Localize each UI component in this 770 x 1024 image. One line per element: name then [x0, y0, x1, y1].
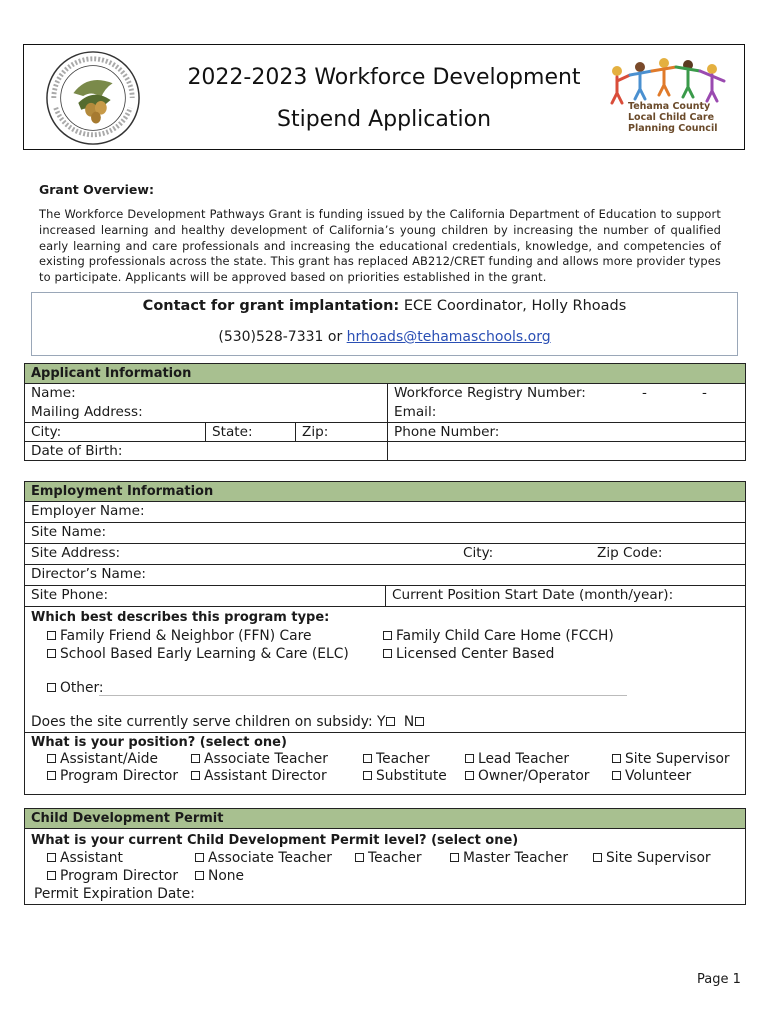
site-address-field[interactable]: Site Address:: [31, 545, 121, 561]
subsidy-label: Does the site currently serve children on subsidy: Y: [31, 714, 386, 730]
option-label: Lead Teacher: [478, 751, 570, 767]
site-zip-field[interactable]: Zip Code:: [597, 545, 663, 561]
contact-phone-line: [32, 329, 737, 345]
state-field[interactable]: State:: [205, 423, 298, 441]
applicant-row: [25, 403, 745, 423]
checkbox[interactable]: [465, 754, 474, 763]
site-city-field[interactable]: City:: [463, 545, 494, 561]
checkbox[interactable]: [191, 754, 200, 763]
contact-person: ECE Coordinator, Holly Rhoads: [403, 298, 627, 314]
page-number: Page 1: [697, 972, 741, 987]
registry-field[interactable]: [387, 384, 745, 403]
registry-dash: -: [642, 385, 647, 401]
checkbox[interactable]: [47, 649, 56, 658]
council-name-line-1: Tehama County: [628, 101, 711, 112]
county-seal-logo: [44, 49, 142, 147]
applicant-information-section: [24, 363, 746, 461]
applicant-row: [25, 384, 745, 403]
checkbox[interactable]: [363, 771, 372, 780]
subsidy-yes-checkbox[interactable]: [386, 717, 395, 726]
council-name: [628, 101, 738, 134]
position-option[interactable]: [363, 750, 430, 768]
section-header: Child Development Permit: [25, 809, 745, 829]
checkbox[interactable]: [47, 853, 56, 862]
checkbox[interactable]: [465, 771, 474, 780]
checkbox[interactable]: [355, 853, 364, 862]
checkbox[interactable]: [612, 771, 621, 780]
option-label: Associate Teacher: [204, 751, 328, 767]
registry-dash: -: [702, 385, 707, 401]
permit-question: What is your current Child Development Permit level? (select one): [31, 833, 519, 848]
option-label: Assistant: [60, 850, 123, 866]
section-header: Employment Information: [25, 482, 745, 502]
position-block: [25, 733, 745, 784]
permit-section: [24, 808, 746, 905]
position-option[interactable]: [612, 750, 730, 768]
subsidy-no-label: N: [403, 714, 415, 730]
subsidy-no-checkbox[interactable]: [415, 717, 424, 726]
other-input-line[interactable]: [99, 695, 627, 696]
program-option-fcch[interactable]: [383, 627, 614, 645]
director-name-field[interactable]: Director’s Name:: [31, 566, 147, 582]
option-label: Assistant/Aide: [60, 751, 159, 767]
checkbox[interactable]: [195, 871, 204, 880]
position-question: What is your position? (select one): [31, 735, 287, 750]
date-of-birth-field[interactable]: Date of Birth:: [31, 443, 123, 459]
checkbox[interactable]: [450, 853, 459, 862]
site-phone-field[interactable]: Site Phone:: [31, 587, 109, 603]
council-name-line-3: Planning Council: [628, 123, 718, 134]
permit-expiration-field[interactable]: Permit Expiration Date:: [34, 886, 195, 902]
mailing-address-field[interactable]: Mailing Address:: [31, 404, 143, 420]
option-label: Assistant Director: [204, 768, 327, 784]
permit-option[interactable]: [47, 867, 178, 885]
position-option[interactable]: [465, 750, 569, 768]
checkbox[interactable]: [47, 771, 56, 780]
checkbox[interactable]: [47, 631, 56, 640]
phone-number-field[interactable]: Phone Number:: [387, 423, 745, 441]
program-type-block: [25, 607, 745, 733]
zip-field[interactable]: Zip:: [295, 423, 388, 441]
permit-block: [25, 829, 745, 905]
permit-option[interactable]: [195, 867, 244, 885]
permit-option[interactable]: [450, 849, 568, 867]
option-label: Family Child Care Home (FCCH): [396, 628, 614, 644]
registry-label: Workforce Registry Number:: [394, 385, 586, 401]
grant-overview-heading: Grant Overview:: [39, 182, 154, 197]
option-label: Site Supervisor: [625, 751, 730, 767]
checkbox[interactable]: [191, 771, 200, 780]
permit-option[interactable]: [355, 849, 422, 867]
empty-cell: [387, 442, 745, 461]
option-label: Teacher: [368, 850, 422, 866]
grant-overview-text: The Workforce Development Pathways Grant is funding issued by the California Department of Education to support increased learning and healthy development of California’s young children by increasing the number of qualified early learning and care professionals and increasing the educational credentials, knowledge, and competencies of existing professionals across the state. This grant has replaced AB212/CRET funding and allows more provider types to participate. Applicants will be approved based on priorities established in the grant.: [39, 207, 721, 285]
option-label: Substitute: [376, 768, 447, 784]
position-start-date-field[interactable]: Current Position Start Date (month/year):: [385, 586, 745, 606]
option-label: Other:: [60, 680, 104, 696]
city-field[interactable]: City:: [31, 424, 62, 440]
checkbox[interactable]: [383, 631, 392, 640]
form-title-line-2: Stipend Application: [276, 107, 492, 132]
employer-name-field[interactable]: Employer Name:: [31, 503, 145, 519]
position-option[interactable]: [47, 750, 158, 768]
employment-row: [25, 502, 745, 523]
option-label: Family Friend & Neighbor (FFN) Care: [60, 628, 312, 644]
position-option[interactable]: [47, 767, 178, 785]
option-label: Program Director: [60, 868, 179, 884]
checkbox[interactable]: [47, 683, 56, 692]
email-field[interactable]: Email:: [387, 403, 745, 422]
option-label: Teacher: [376, 751, 430, 767]
checkbox[interactable]: [47, 871, 56, 880]
program-option-ffn[interactable]: [47, 627, 311, 645]
option-label: Associate Teacher: [208, 850, 332, 866]
permit-option[interactable]: [593, 849, 711, 867]
employment-row: [25, 586, 745, 607]
employment-information-section: [24, 481, 746, 795]
position-option[interactable]: [191, 767, 327, 785]
option-label: Program Director: [60, 768, 179, 784]
header-box: [23, 44, 745, 150]
option-label: None: [208, 868, 244, 884]
contact-box: [31, 292, 738, 356]
contact-email-link[interactable]: hrhoads@tehamaschools.org: [346, 329, 551, 345]
program-type-question: Which best describes this program type:: [31, 610, 330, 625]
option-label: Site Supervisor: [606, 850, 711, 866]
checkbox[interactable]: [363, 754, 372, 763]
checkbox[interactable]: [195, 853, 204, 862]
name-field[interactable]: Name:: [31, 385, 76, 401]
checkbox[interactable]: [47, 754, 56, 763]
option-label: Owner/Operator: [478, 768, 590, 784]
form-title-line-1: 2022-2023 Workforce Development: [187, 65, 581, 90]
employment-row: [25, 565, 745, 586]
checkbox[interactable]: [593, 853, 602, 862]
checkbox[interactable]: [383, 649, 392, 658]
contact-phone: (530)528-7331 or: [218, 329, 343, 345]
site-name-field[interactable]: Site Name:: [31, 524, 107, 540]
section-header: Applicant Information: [25, 364, 745, 384]
employment-row: [25, 523, 745, 544]
applicant-row: [25, 423, 745, 442]
subsidy-question: [31, 713, 428, 731]
council-name-line-2: Local Child Care: [628, 112, 715, 123]
program-option-elc[interactable]: [47, 645, 349, 663]
applicant-row: [25, 442, 745, 461]
option-label: School Based Early Learning & Care (ELC): [60, 646, 349, 662]
option-label: Licensed Center Based: [396, 646, 555, 662]
program-option-other[interactable]: [47, 679, 104, 697]
checkbox[interactable]: [612, 754, 621, 763]
contact-label: Contact for grant implantation:: [142, 298, 400, 314]
option-label: Volunteer: [625, 768, 692, 784]
option-label: Master Teacher: [463, 850, 569, 866]
position-option[interactable]: [191, 750, 328, 768]
position-option[interactable]: [363, 767, 447, 785]
program-option-center[interactable]: [383, 645, 554, 663]
position-option[interactable]: [612, 767, 691, 785]
position-option[interactable]: [465, 767, 589, 785]
contact-line: [32, 298, 737, 314]
permit-option[interactable]: [47, 849, 123, 867]
employment-row: [25, 544, 745, 565]
permit-option[interactable]: [195, 849, 332, 867]
